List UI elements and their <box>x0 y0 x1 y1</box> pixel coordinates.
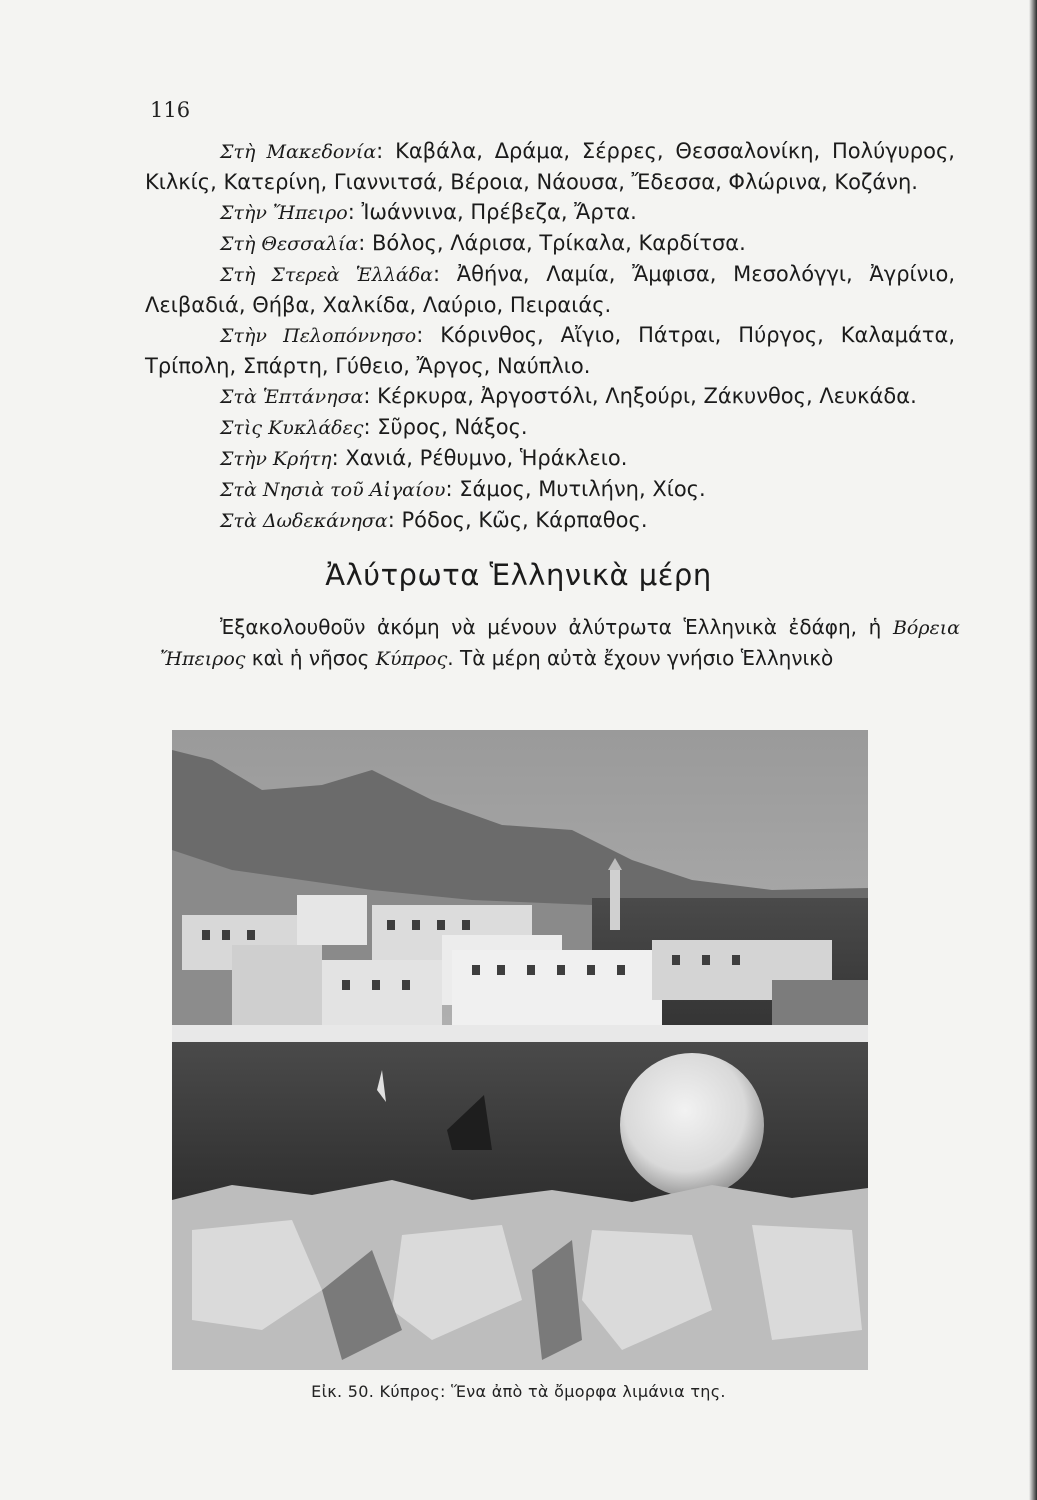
stone-ball <box>620 1053 764 1197</box>
region-label: Στὴ Θεσσαλία <box>220 233 359 255</box>
region-label: Στὰ Ἑπτάνησα <box>220 386 364 408</box>
region-label: Στὰ Νησιὰ τοῦ Αἰγαίου <box>220 479 446 501</box>
region-places: : Χανιά, Ρέθυμνο, Ἡράκλειο. <box>331 446 628 470</box>
region-places: : Ἀθήνα, Λαμία, Ἄμφισα, Μεσολόγγι, Ἀγρίνιο, Λειβαδιά, Θήβα, Χαλκίδα, Λαύριο, Πειραιάς. <box>145 262 955 317</box>
region-sterea <box>145 259 955 320</box>
region-places: : Σάμος, Μυτιλήνη, Χίος. <box>445 477 706 501</box>
body-text-3: . Τὰ μέρη αὐτὰ ἔχουν γνήσιο Ἑλληνικὸ <box>447 646 834 670</box>
region-places: : Ρόδος, Κῶς, Κάρπαθος. <box>387 508 648 532</box>
harbour-photo <box>172 730 868 1370</box>
section-title: Ἀλύτρωτα Ἑλληνικὰ μέρη <box>325 558 712 592</box>
region-cyclades <box>145 412 955 443</box>
quay <box>172 1025 868 1043</box>
region-ionian <box>145 381 955 412</box>
region-places: : Καβάλα, Δράμα, Σέρρες, Θεσσαλονίκη, Πολύγυρος, Κιλκίς, Κατερίνη, Γιαννιτσά, Βέροια, Νάουσα, Ἔδεσσα, Φλώρινα, Κοζάνη. <box>145 139 955 194</box>
region-label: Στὴν Ἤπειρο <box>220 202 348 224</box>
body-emph-cyprus: Κύπρος <box>375 648 448 670</box>
body-text-2: καὶ ἡ νῆσος <box>251 646 370 670</box>
page-edge-shadow <box>1029 0 1037 1500</box>
body-paragraph <box>160 612 960 674</box>
region-label: Στὶς Κυκλάδες <box>220 417 364 439</box>
region-label: Στὰ Δωδεκάνησα <box>220 510 388 532</box>
region-epirus <box>145 197 955 228</box>
harbour-photo-drawing <box>172 730 868 1370</box>
body-text-1: Ἐξακολουθοῦν ἀκόμη νὰ μένουν ἀλύτρωτα Ἑλληνικὰ ἐδάφη, ἡ <box>220 615 882 639</box>
region-label: Στὴν Πελοπόννησο <box>220 325 417 347</box>
region-peloponnese <box>145 320 955 381</box>
region-places: : Κέρκυρα, Ἀργοστόλι, Ληξούρι, Ζάκυνθος, Λευκάδα. <box>363 384 917 408</box>
figure-caption: Εἰκ. 50. Κύπρος: Ἕνα ἀπὸ τὰ ὄμορφα λιμάνια της. <box>311 1382 726 1401</box>
region-places: : Κόρινθος, Αἴγιο, Πάτραι, Πύργος, Καλαμάτα, Τρίπολη, Σπάρτη, Γύθειο, Ἄργος, Ναύπλιο. <box>145 323 956 378</box>
region-dodecanese <box>145 505 955 536</box>
region-list <box>145 136 955 536</box>
region-places: : Σῦρος, Νάξος. <box>363 415 528 439</box>
region-places: : Βόλος, Λάρισα, Τρίκαλα, Καρδίτσα. <box>358 231 746 255</box>
region-label: Στὴ Μακεδονία <box>220 141 377 163</box>
region-crete <box>145 443 955 474</box>
region-aegean <box>145 474 955 505</box>
region-places: : Ἰωάννινα, Πρέβεζα, Ἄρτα. <box>347 200 637 224</box>
body-emph-northern-epirus: Βόρεια Ἤπειρος <box>160 617 960 670</box>
region-label: Στὴν Κρήτη <box>220 448 332 470</box>
page-number: 116 <box>150 98 191 122</box>
region-macedonia <box>145 136 955 197</box>
region-thessaly <box>145 228 955 259</box>
region-label: Στὴ Στερεὰ Ἑλλάδα <box>220 264 433 286</box>
